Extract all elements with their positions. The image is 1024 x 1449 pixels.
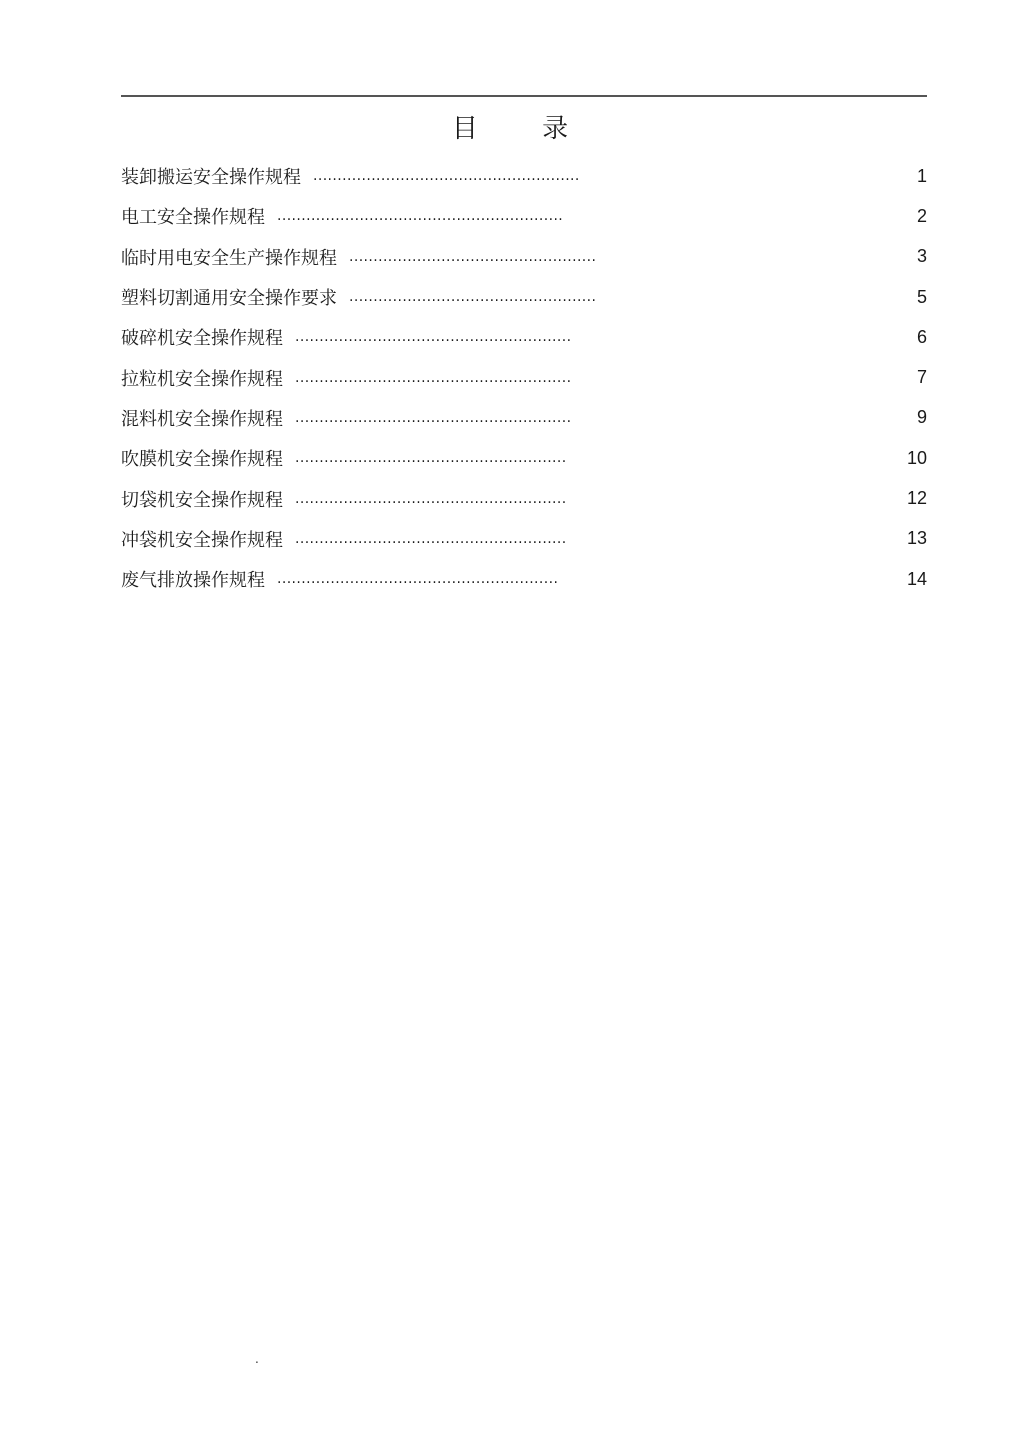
- toc-entry-label: 切袋机安全操作规程: [121, 489, 283, 511]
- toc-page-number: 7: [916, 367, 927, 388]
- toc-entry-label: 混料机安全操作规程: [121, 408, 283, 430]
- toc-entry-label: 废气排放操作规程: [121, 570, 265, 592]
- toc-entry-label: 冲袋机安全操作规程: [121, 529, 283, 551]
- toc-page-number: 1: [916, 165, 927, 186]
- toc-page-number: 9: [916, 407, 927, 428]
- toc-entry-label: 电工安全操作规程: [121, 207, 265, 229]
- toc-leader-dots: .........................................................: [295, 409, 572, 426]
- toc-leader-dots: ...................................................: [349, 289, 597, 306]
- toc-leader-dots: .........................................................: [295, 329, 572, 346]
- toc-entry-label: 拉粒机安全操作规程: [121, 368, 283, 390]
- toc-page-number: 3: [916, 246, 927, 267]
- footer-mark: .: [255, 1352, 259, 1366]
- toc-entry[interactable]: [121, 559, 927, 599]
- toc-page-number: 10: [906, 447, 927, 468]
- toc-entry-label: 吹膜机安全操作规程: [121, 449, 283, 471]
- toc-leader-dots: .........................................................: [295, 369, 572, 386]
- toc-entry[interactable]: [121, 357, 927, 397]
- toc-entry[interactable]: [121, 438, 927, 478]
- toc-entry-label: 塑料切割通用安全操作要求: [121, 288, 337, 310]
- toc-leader-dots: .......................................................: [313, 168, 580, 185]
- toc-entry[interactable]: [121, 519, 927, 559]
- toc-entry[interactable]: [121, 478, 927, 518]
- toc-entry-label: 破碎机安全操作规程: [121, 328, 283, 350]
- toc-leader-dots: ........................................................: [295, 530, 567, 547]
- toc-entry[interactable]: [121, 317, 927, 357]
- toc-page-number: 5: [916, 286, 927, 307]
- toc-entry[interactable]: [121, 156, 927, 196]
- toc-page-number: 13: [906, 528, 927, 549]
- toc-title: 目 录: [451, 114, 597, 144]
- toc-leader-dots: ...........................................................: [277, 208, 564, 225]
- toc-entry-label: 装卸搬运安全操作规程: [121, 167, 301, 189]
- toc-entry[interactable]: [121, 237, 927, 277]
- toc-page-number: 2: [916, 205, 927, 226]
- toc-entry[interactable]: [121, 398, 927, 438]
- toc-page-number: 14: [906, 568, 927, 589]
- header-rule: [121, 95, 927, 97]
- toc-leader-dots: ...................................................: [349, 248, 597, 265]
- toc-leader-dots: ..........................................................: [277, 571, 559, 588]
- toc-entry[interactable]: [121, 277, 927, 317]
- toc-leader-dots: ........................................................: [295, 490, 567, 507]
- toc-leader-dots: ........................................................: [295, 450, 567, 467]
- toc-page-number: 12: [906, 488, 927, 509]
- toc-list: [121, 156, 927, 599]
- toc-entry-label: 临时用电安全生产操作规程: [121, 247, 337, 269]
- toc-entry[interactable]: [121, 196, 927, 236]
- toc-page-number: 6: [916, 326, 927, 347]
